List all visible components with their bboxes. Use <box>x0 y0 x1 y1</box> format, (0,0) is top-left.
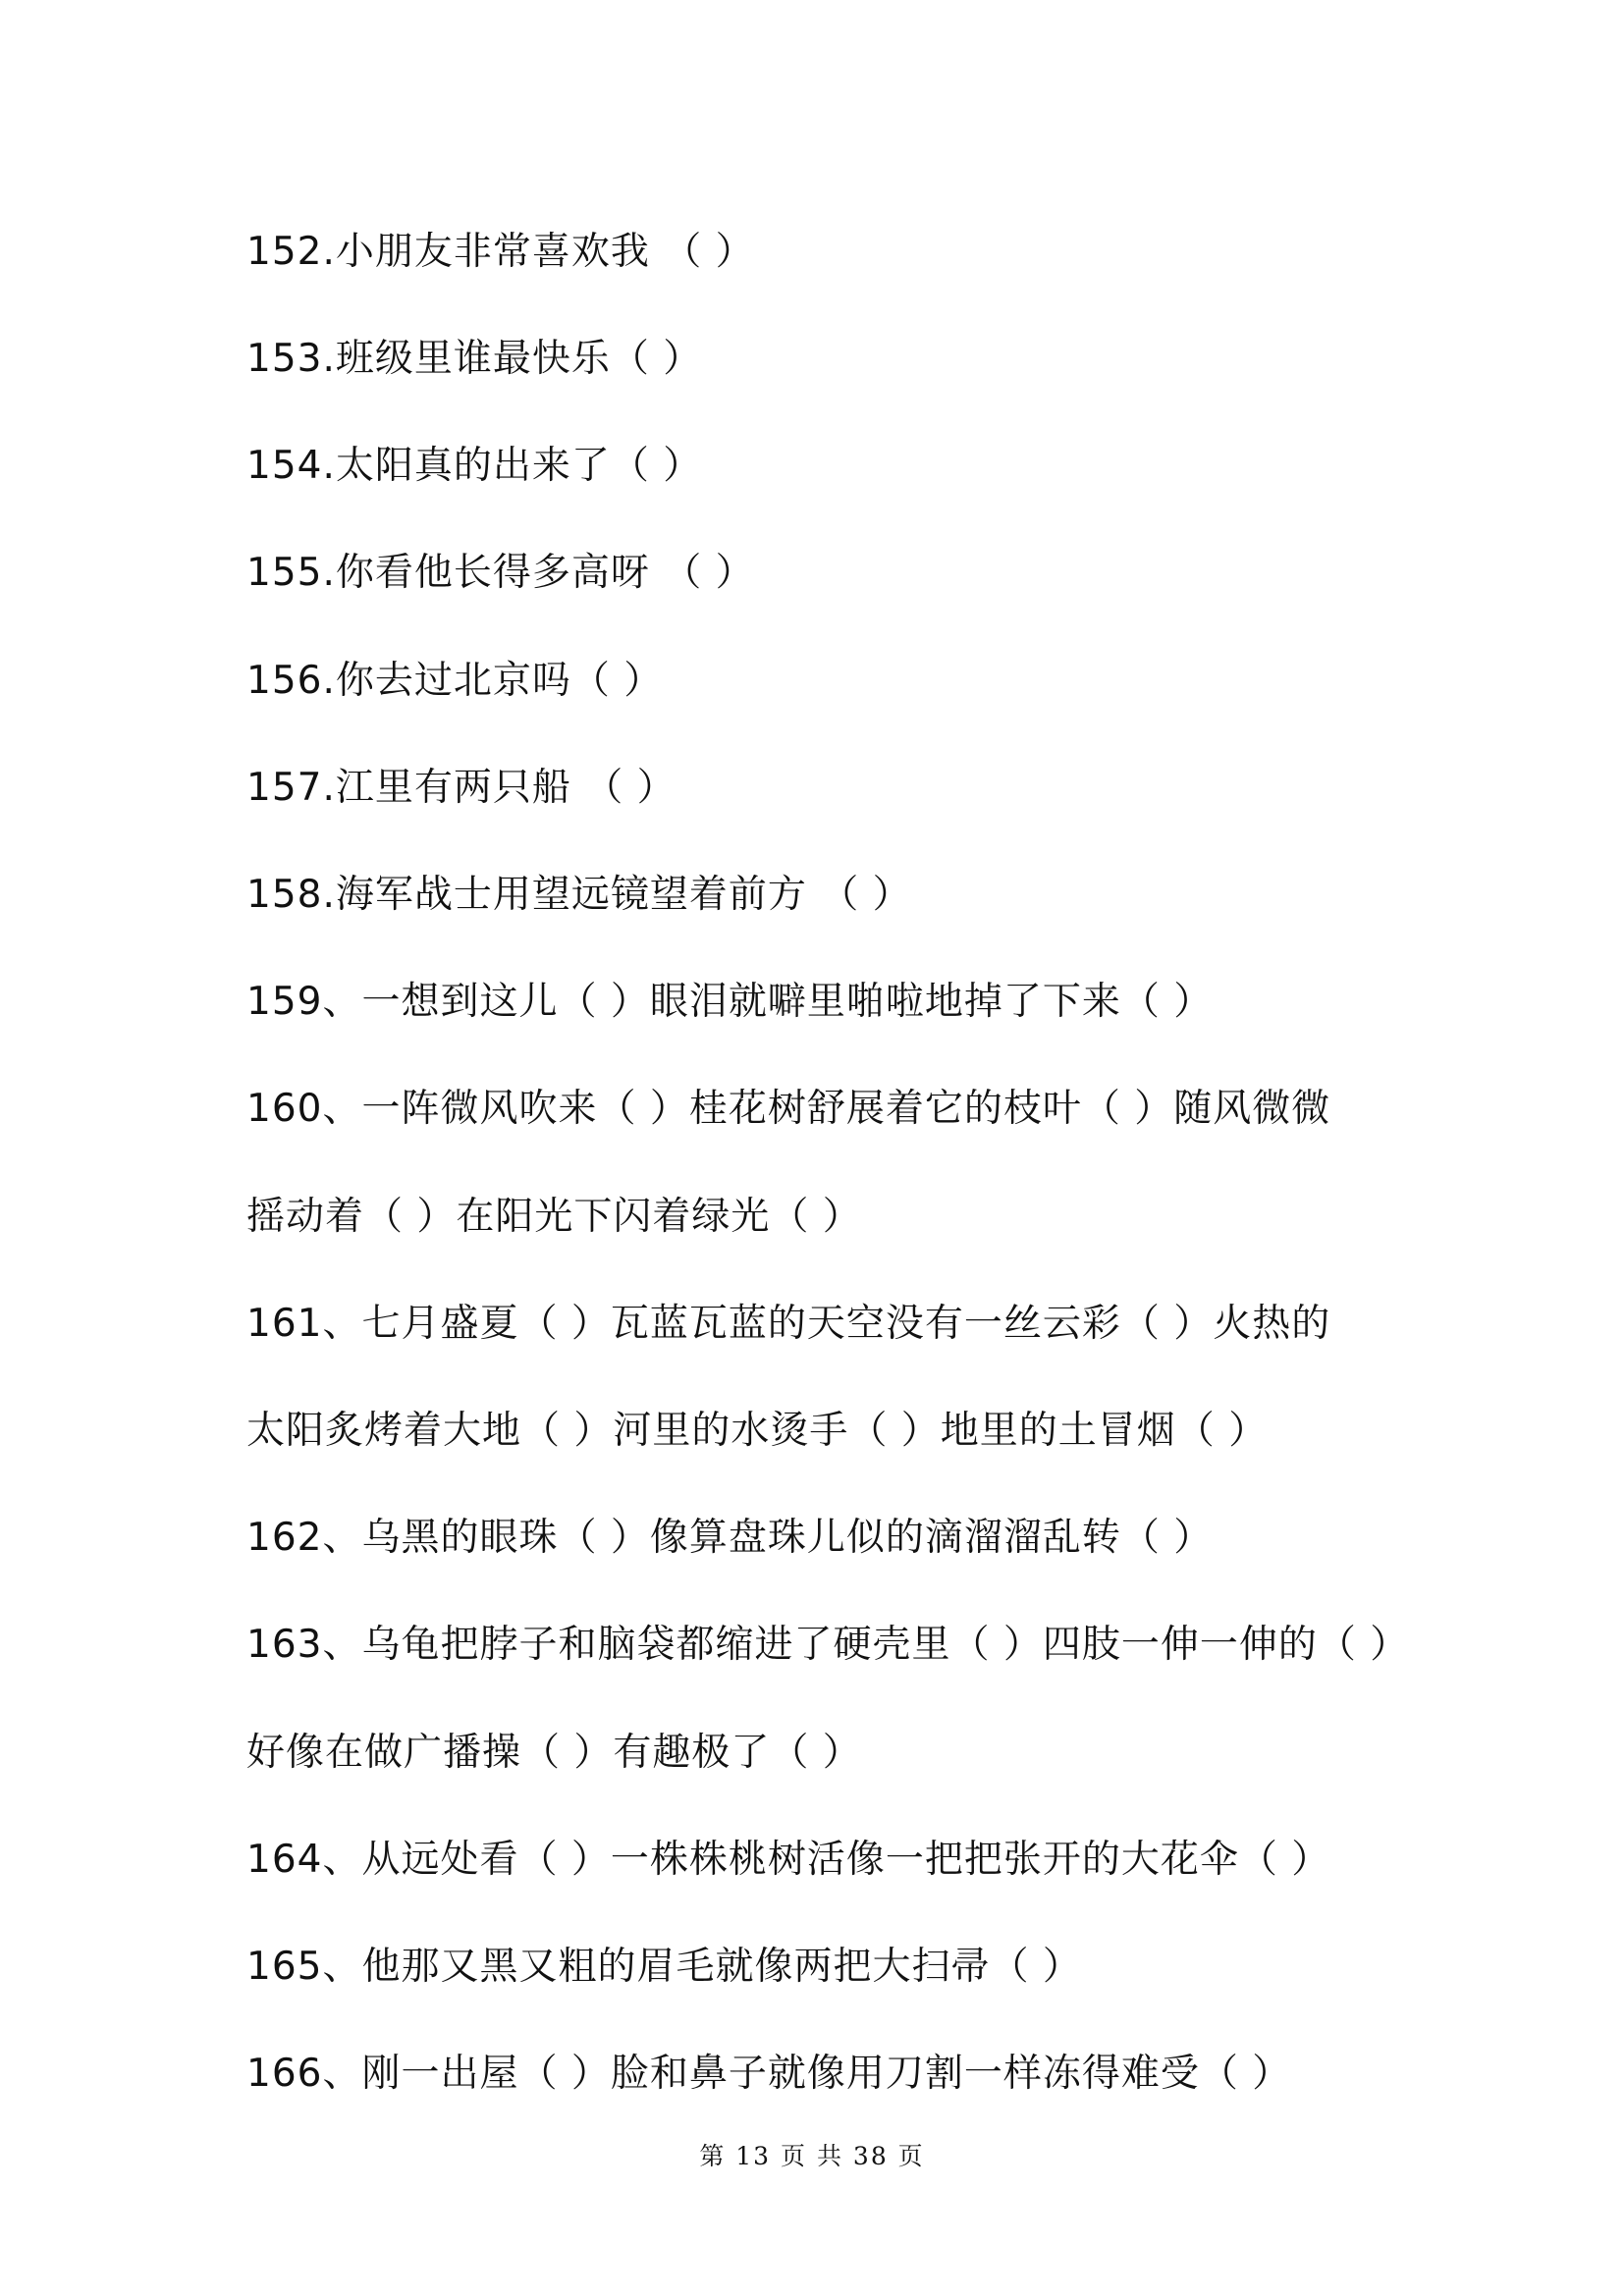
exercise-line: 162、乌黑的眼珠（ ）像算盘珠儿似的滴溜溜乱转（ ） <box>246 1516 1214 1560</box>
exercise-line: 152.小朋友非常喜欢我 （ ） <box>246 230 755 274</box>
exercise-line: 155.你看他长得多高呀 （ ） <box>246 551 755 595</box>
exercise-line: 160、一阵微风吹来（ ）桂花树舒展着它的枝叶（ ）随风微微 <box>246 1087 1331 1131</box>
exercise-line: 153.班级里谁最快乐（ ） <box>246 337 703 381</box>
exercise-line: 161、七月盛夏（ ）瓦蓝瓦蓝的天空没有一丝云彩（ ）火热的 <box>246 1302 1331 1346</box>
exercise-line: 165、他那又黑又粗的眉毛就像两把大扫帚（ ） <box>246 1945 1082 1989</box>
exercise-line: 156.你去过北京吗（ ） <box>246 659 664 703</box>
exercise-line-continuation: 好像在做广播操（ ）有趣极了（ ） <box>246 1731 862 1775</box>
exercise-line: 163、乌龟把脖子和脑袋都缩进了硬壳里（ ）四肢一伸一伸的（ ） <box>246 1623 1410 1667</box>
exercise-line-continuation: 摇动着（ ）在阳光下闪着绿光（ ） <box>246 1195 862 1239</box>
exercise-line-continuation: 太阳炙烤着大地（ ）河里的水烫手（ ）地里的土冒烟（ ） <box>246 1409 1269 1453</box>
page-number-footer: 第 13 页 共 38 页 <box>699 2142 925 2170</box>
exercise-line: 166、刚一出屋（ ）脸和鼻子就像用刀割一样冻得难受（ ） <box>246 2052 1292 2096</box>
exercise-line: 164、从远处看（ ）一株株桃树活像一把把张开的大花伞（ ） <box>246 1838 1331 1882</box>
exercise-line: 159、一想到这儿（ ）眼泪就噼里啪啦地掉了下来（ ） <box>246 980 1214 1024</box>
exercise-line: 158.海军战士用望远镜望着前方 （ ） <box>246 873 912 917</box>
exercise-line: 157.江里有两只船 （ ） <box>246 766 677 810</box>
exercise-line: 154.太阳真的出来了（ ） <box>246 444 703 488</box>
